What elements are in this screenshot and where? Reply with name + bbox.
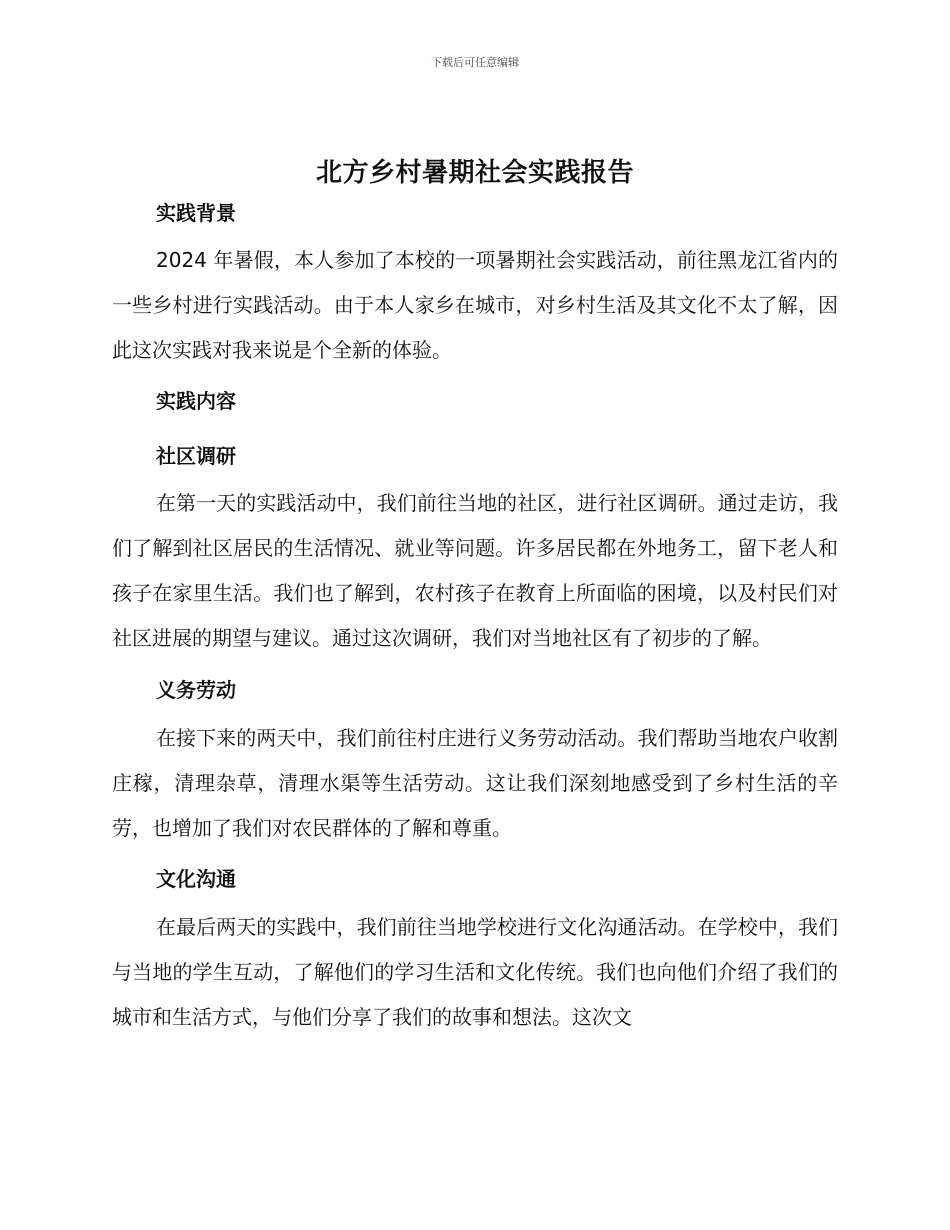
document-body [112, 196, 838, 1040]
section-paragraph-volunteer-labor: 在接下来的两天中，我们前往村庄进行义务劳动活动。我们帮助当地农户收割庄稼，清理杂草，清理水渠等生活劳动。这让我们深刻地感受到了乡村生活的辛劳，也增加了我们对农民群体的了解和尊重。 [112, 726, 838, 840]
section-heading-community-survey: 社区调研 [156, 444, 236, 468]
document-title: 北方乡村暑期社会实践报告 [315, 158, 634, 188]
section-paragraph-cultural-exchange: 在最后两天的实践中，我们前往当地学校进行文化沟通活动。在学校中，我们与当地的学生互动，了解他们的学习生活和文化传统。我们也向他们介绍了我们的城市和生活方式，与他们分享了我们的故事和想法。这次文 [112, 915, 838, 1029]
section-heading-background: 实践背景 [156, 201, 236, 225]
section-heading-content: 实践内容 [156, 389, 236, 413]
section-paragraph-community-survey: 在第一天的实践活动中，我们前往当地的社区，进行社区调研。通过走访，我们了解到社区居民的生活情况、就业等问题。许多居民都在外地务工，留下老人和孩子在家里生活。我们也了解到，农村孩子在教育上所面临的困境，以及村民们对社区进展的期望与建议。通过这次调研，我们对当地社区有了初步的了解。 [112, 491, 838, 650]
section-paragraph-background: 2024 年暑假，本人参加了本校的一项暑期社会实践活动，前往黑龙江省内的一些乡村进行实践活动。由于本人家乡在城市，对乡村生活及其文化不太了解，因此这次实践对我来说是个全新的体验。 [112, 248, 838, 362]
page-header-note: 下载后可任意编辑 [431, 56, 519, 69]
section-heading-cultural-exchange: 文化沟通 [156, 867, 236, 891]
section-heading-volunteer-labor: 义务劳动 [156, 678, 236, 702]
